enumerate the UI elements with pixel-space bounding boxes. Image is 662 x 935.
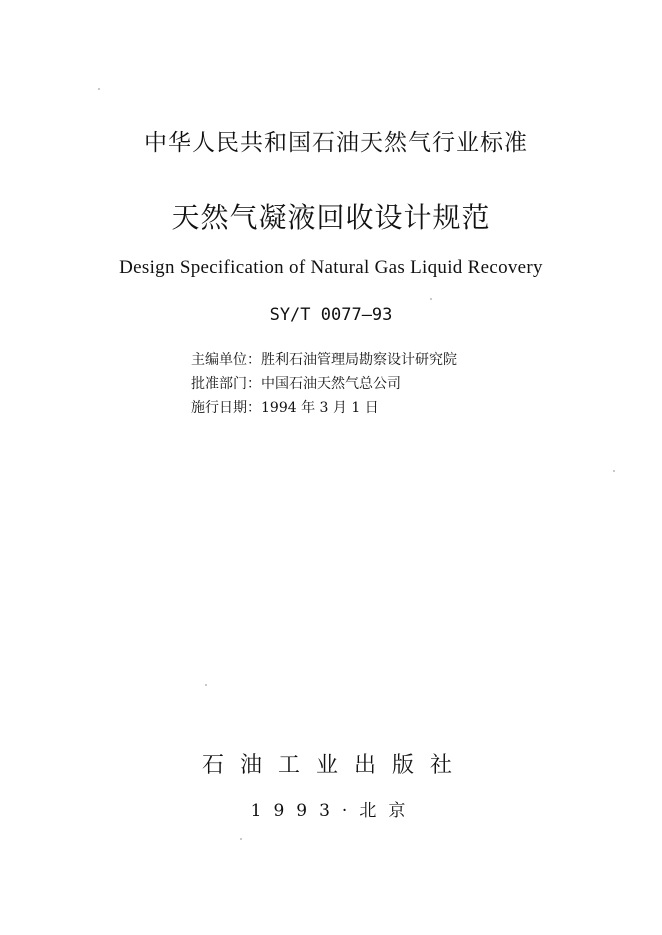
scan-speck [205,684,207,686]
detail-row-editor [191,348,457,372]
scan-speck [240,838,242,840]
standard-code: SY/T 0077—93 [269,305,393,325]
detail-value: 中国石油天然气总公司 [261,376,401,392]
document-title-zh: 天然气凝液回收设计规范 [171,201,491,234]
detail-label: 施行日期： [191,400,261,416]
detail-value: 1994 年 3 月 1 日 [261,400,379,416]
detail-row-approver [191,372,457,396]
detail-label: 批准部门： [191,376,261,392]
scan-speck [430,298,432,300]
detail-value: 胜利石油管理局勘察设计研究院 [261,352,457,368]
detail-label: 主编单位： [191,352,261,368]
publication-place-year: 1993·北京 [250,801,418,821]
scan-speck [98,88,100,90]
document-title-en: Design Specification of Natural Gas Liquid Recovery [119,257,543,278]
publisher: 石油工业出版社 [201,753,468,778]
scan-speck [613,470,615,472]
detail-row-effective-date [191,396,457,420]
standard-category: 中华人民共和国石油天然气行业标准 [144,130,528,156]
document-details [191,348,457,420]
